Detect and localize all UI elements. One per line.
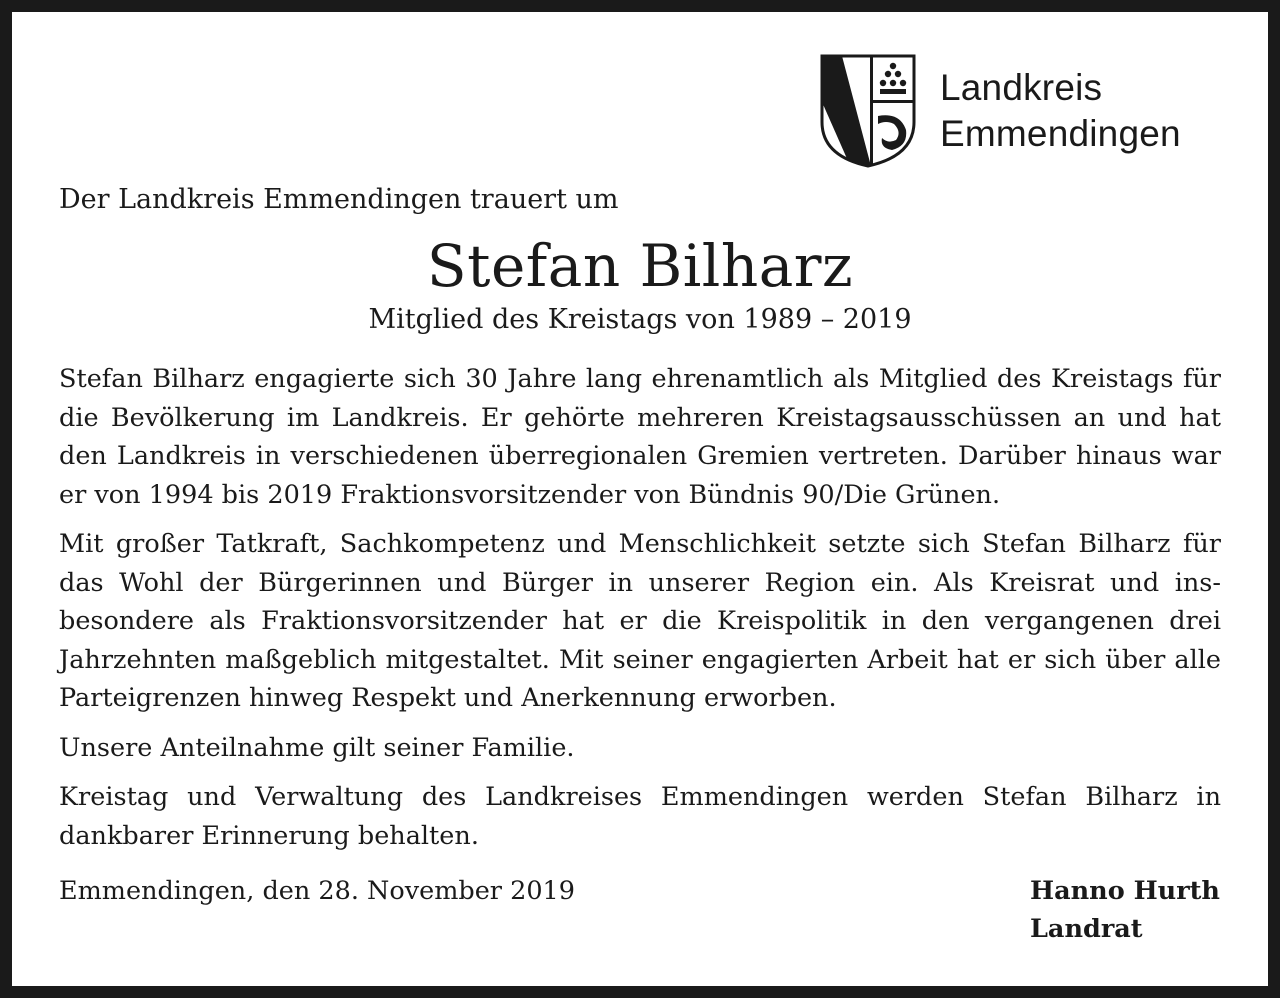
place-date-line: Emmendingen, den 28. November 2019 xyxy=(59,876,575,906)
logo-line-landkreis: Landkreis xyxy=(940,67,1103,108)
logo-line-emmendingen: Emmendingen xyxy=(940,113,1181,154)
intro-line: Der Landkreis Emmendingen trauert um xyxy=(59,184,619,215)
signatory-title: Landrat xyxy=(1030,914,1143,944)
landkreis-logo xyxy=(818,52,1181,170)
logo-wordmark xyxy=(940,65,1181,157)
paragraph-engagement: Stefan Bilharz engagierte sich 30 Jahre lang ehrenamtlich als Mitglied des Kreistags für die Bevölkerung im Landkreis. Er gehörte mehreren Kreistagsausschüssen an und hat den Landkreis in verschiedenen überregionalen Gremien vertreten. Darüber hinaus war er von 1994 bis 2019 Fraktionsvorsitzender von Bündnis 90/Die Grünen. xyxy=(59,364,1221,510)
signature-block xyxy=(1030,872,1220,948)
paragraph-remembrance: Kreistag und Verwaltung des Landkreises Emmendingen werden Stefan Bilharz in dankbarer Erinnerung behalten. xyxy=(59,782,1221,851)
obituary-notice xyxy=(12,12,1268,986)
signatory-name: Hanno Hurth xyxy=(1030,876,1220,906)
deceased-name: Stefan Bilharz xyxy=(426,232,854,300)
obituary-body xyxy=(59,360,1221,866)
coat-of-arms-icon xyxy=(818,52,918,170)
paragraph-achievements: Mit großer Tatkraft, Sachkompetenz und Menschlichkeit setzte sich Stefan Bilharz für das Wohl der Bürgerinnen und Bürger in unserer Region ein. Als Kreisrat und insbesondere als Fraktionsvorsitzender hat er die Kreispolitik in den vergangenen drei Jahrzehnten maßgeblich mitgestaltet. Mit seiner engagierten Arbeit hat er sich über alle Parteigrenzen hinweg Respekt und Anerkennung erworben. xyxy=(59,529,1221,713)
paragraph-condolence: Unsere Anteilnahme gilt seiner Familie. xyxy=(59,732,575,763)
membership-subtitle: Mitglied des Kreistags von 1989 – 2019 xyxy=(368,304,912,335)
